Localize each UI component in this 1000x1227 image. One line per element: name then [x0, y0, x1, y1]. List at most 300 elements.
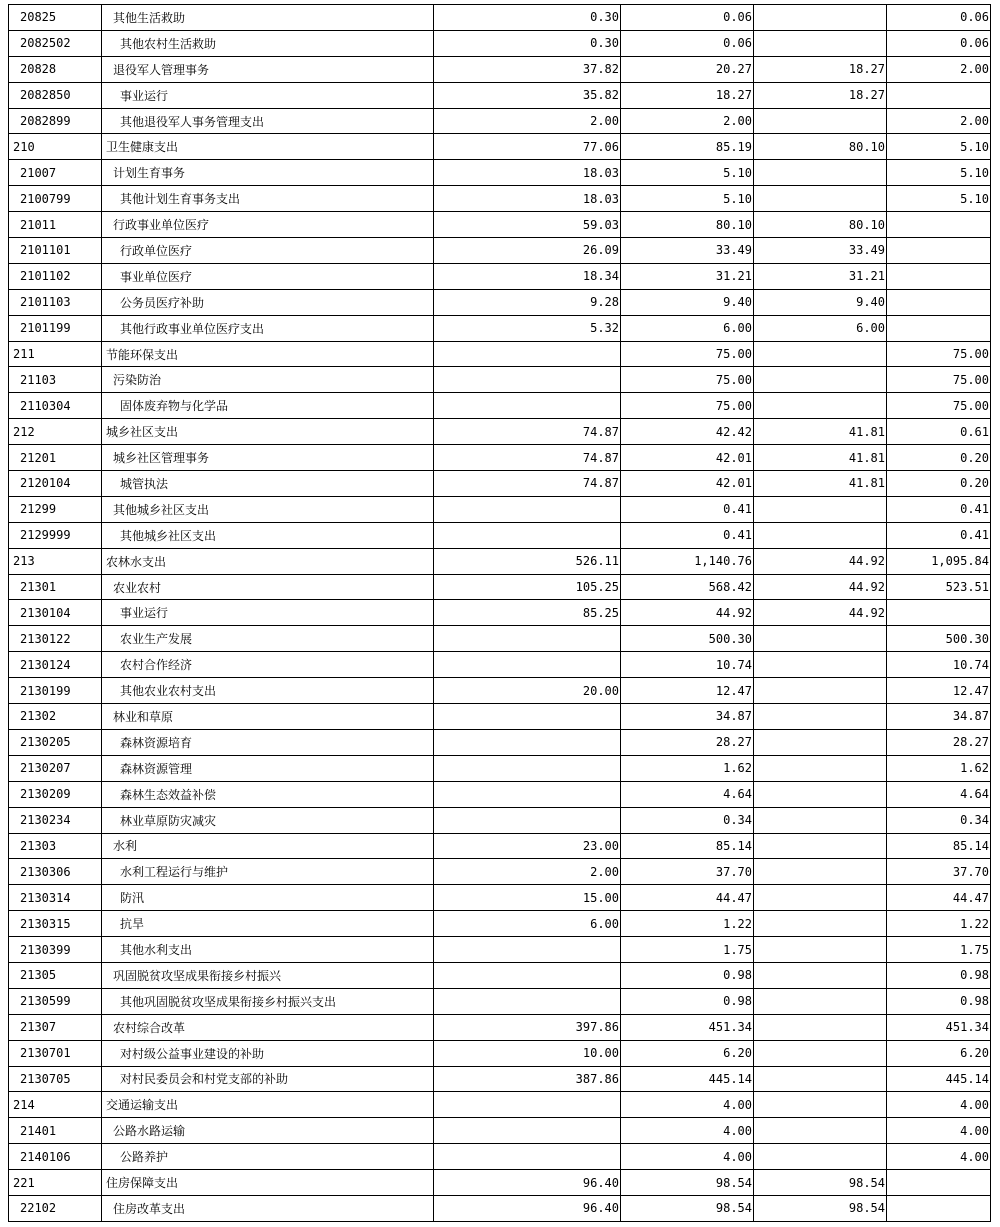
value-col2-cell: 0.98 [621, 962, 754, 988]
account-name-cell: 污染防治 [102, 367, 434, 393]
value-col4-cell: 500.30 [887, 626, 991, 652]
value-col1-cell: 2.00 [434, 859, 621, 885]
value-col3-cell [754, 652, 887, 678]
value-col4-cell: 0.20 [887, 471, 991, 497]
value-col2-cell: 0.34 [621, 807, 754, 833]
value-col4-cell: 5.10 [887, 134, 991, 160]
value-col4-cell [887, 212, 991, 238]
account-name-cell: 其他行政事业单位医疗支出 [102, 315, 434, 341]
table-row [9, 729, 991, 755]
account-name-cell: 交通运输支出 [102, 1092, 434, 1118]
account-code-cell: 210 [9, 134, 102, 160]
account-name-cell: 森林资源培育 [102, 729, 434, 755]
value-col4-cell: 6.20 [887, 1040, 991, 1066]
table-row [9, 341, 991, 367]
value-col1-cell: 35.82 [434, 82, 621, 108]
account-code-cell: 2130399 [9, 937, 102, 963]
account-name-cell: 水利 [102, 833, 434, 859]
account-code-cell: 21007 [9, 160, 102, 186]
value-col3-cell: 44.92 [754, 600, 887, 626]
account-name-cell: 其他城乡社区支出 [102, 522, 434, 548]
value-col2-cell: 37.70 [621, 859, 754, 885]
account-code-cell: 21302 [9, 704, 102, 730]
value-col3-cell [754, 781, 887, 807]
table-row [9, 626, 991, 652]
account-name-cell: 其他农村生活救助 [102, 30, 434, 56]
table-row [9, 548, 991, 574]
value-col1-cell [434, 807, 621, 833]
value-col4-cell: 0.98 [887, 988, 991, 1014]
table-row [9, 471, 991, 497]
table-row [9, 652, 991, 678]
value-col1-cell: 77.06 [434, 134, 621, 160]
value-col3-cell [754, 108, 887, 134]
value-col1-cell: 387.86 [434, 1066, 621, 1092]
value-col2-cell: 6.00 [621, 315, 754, 341]
value-col3-cell [754, 1040, 887, 1066]
account-code-cell: 21103 [9, 367, 102, 393]
account-name-cell: 其他水利支出 [102, 937, 434, 963]
account-code-cell: 2120104 [9, 471, 102, 497]
value-col3-cell: 41.81 [754, 445, 887, 471]
value-col4-cell: 10.74 [887, 652, 991, 678]
value-col4-cell: 37.70 [887, 859, 991, 885]
table-row [9, 1014, 991, 1040]
value-col1-cell: 18.03 [434, 160, 621, 186]
account-name-cell: 其他巩固脱贫攻坚成果衔接乡村振兴支出 [102, 988, 434, 1014]
value-col4-cell: 0.06 [887, 30, 991, 56]
account-name-cell: 对村级公益事业建设的补助 [102, 1040, 434, 1066]
table-row [9, 367, 991, 393]
account-name-cell: 节能环保支出 [102, 341, 434, 367]
table-row [9, 419, 991, 445]
table-row [9, 108, 991, 134]
value-col1-cell [434, 393, 621, 419]
value-col2-cell: 10.74 [621, 652, 754, 678]
value-col3-cell: 9.40 [754, 289, 887, 315]
value-col3-cell [754, 755, 887, 781]
account-code-cell: 21011 [9, 212, 102, 238]
value-col2-cell: 28.27 [621, 729, 754, 755]
account-name-cell: 事业运行 [102, 600, 434, 626]
account-name-cell: 公路水路运输 [102, 1118, 434, 1144]
value-col1-cell [434, 1092, 621, 1118]
table-row [9, 289, 991, 315]
value-col2-cell: 5.10 [621, 186, 754, 212]
value-col1-cell: 37.82 [434, 56, 621, 82]
table-row [9, 1144, 991, 1170]
account-name-cell: 农村合作经济 [102, 652, 434, 678]
value-col4-cell: 0.61 [887, 419, 991, 445]
value-col3-cell [754, 186, 887, 212]
value-col2-cell: 2.00 [621, 108, 754, 134]
account-name-cell: 防汛 [102, 885, 434, 911]
account-code-cell: 212 [9, 419, 102, 445]
value-col1-cell: 96.40 [434, 1195, 621, 1221]
value-col2-cell: 85.14 [621, 833, 754, 859]
account-code-cell: 21201 [9, 445, 102, 471]
table-row [9, 833, 991, 859]
value-col3-cell: 18.27 [754, 82, 887, 108]
value-col4-cell [887, 263, 991, 289]
value-col2-cell: 42.01 [621, 471, 754, 497]
table-row [9, 1092, 991, 1118]
value-col2-cell: 31.21 [621, 263, 754, 289]
value-col1-cell: 18.34 [434, 263, 621, 289]
account-name-cell: 城乡社区管理事务 [102, 445, 434, 471]
value-col1-cell [434, 704, 621, 730]
table-row [9, 600, 991, 626]
value-col3-cell [754, 859, 887, 885]
value-col4-cell: 5.10 [887, 186, 991, 212]
account-name-cell: 森林资源管理 [102, 755, 434, 781]
value-col1-cell [434, 1144, 621, 1170]
table-row [9, 859, 991, 885]
value-col1-cell: 105.25 [434, 574, 621, 600]
value-col1-cell [434, 367, 621, 393]
value-col2-cell: 1.62 [621, 755, 754, 781]
value-col4-cell: 75.00 [887, 367, 991, 393]
account-name-cell: 固体废弃物与化学品 [102, 393, 434, 419]
table-row [9, 988, 991, 1014]
value-col1-cell [434, 522, 621, 548]
account-code-cell: 21301 [9, 574, 102, 600]
value-col1-cell: 397.86 [434, 1014, 621, 1040]
value-col2-cell: 0.06 [621, 5, 754, 31]
value-col4-cell: 85.14 [887, 833, 991, 859]
account-code-cell: 2129999 [9, 522, 102, 548]
table-row [9, 238, 991, 264]
table-row [9, 496, 991, 522]
table-row [9, 315, 991, 341]
value-col3-cell [754, 522, 887, 548]
value-col1-cell: 23.00 [434, 833, 621, 859]
value-col4-cell [887, 1170, 991, 1196]
account-name-cell: 水利工程运行与维护 [102, 859, 434, 885]
account-name-cell: 事业单位医疗 [102, 263, 434, 289]
value-col4-cell: 1.75 [887, 937, 991, 963]
value-col2-cell: 4.00 [621, 1118, 754, 1144]
account-code-cell: 211 [9, 341, 102, 367]
value-col3-cell [754, 160, 887, 186]
table-row [9, 1066, 991, 1092]
value-col3-cell [754, 496, 887, 522]
value-col2-cell: 0.98 [621, 988, 754, 1014]
account-code-cell: 2101199 [9, 315, 102, 341]
value-col3-cell: 6.00 [754, 315, 887, 341]
account-code-cell: 2130705 [9, 1066, 102, 1092]
account-name-cell: 计划生育事务 [102, 160, 434, 186]
value-col2-cell: 20.27 [621, 56, 754, 82]
value-col2-cell: 18.27 [621, 82, 754, 108]
account-name-cell: 住房保障支出 [102, 1170, 434, 1196]
value-col2-cell: 80.10 [621, 212, 754, 238]
account-name-cell: 城乡社区支出 [102, 419, 434, 445]
value-col1-cell [434, 1118, 621, 1144]
table-row [9, 807, 991, 833]
value-col4-cell: 2.00 [887, 108, 991, 134]
value-col1-cell: 0.30 [434, 30, 621, 56]
account-name-cell: 森林生态效益补偿 [102, 781, 434, 807]
account-name-cell: 卫生健康支出 [102, 134, 434, 160]
table-row [9, 911, 991, 937]
value-col4-cell: 445.14 [887, 1066, 991, 1092]
value-col4-cell: 1.62 [887, 755, 991, 781]
table-row [9, 885, 991, 911]
account-name-cell: 农林水支出 [102, 548, 434, 574]
value-col2-cell: 33.49 [621, 238, 754, 264]
account-code-cell: 2082502 [9, 30, 102, 56]
table-row [9, 1170, 991, 1196]
account-code-cell: 20825 [9, 5, 102, 31]
value-col3-cell [754, 1092, 887, 1118]
value-col4-cell: 28.27 [887, 729, 991, 755]
account-code-cell: 2101101 [9, 238, 102, 264]
value-col3-cell: 80.10 [754, 212, 887, 238]
value-col1-cell: 15.00 [434, 885, 621, 911]
value-col3-cell [754, 704, 887, 730]
account-name-cell: 住房改革支出 [102, 1195, 434, 1221]
account-code-cell: 22102 [9, 1195, 102, 1221]
table-row [9, 781, 991, 807]
value-col3-cell: 41.81 [754, 419, 887, 445]
account-code-cell: 2130205 [9, 729, 102, 755]
table-row [9, 704, 991, 730]
account-name-cell: 城管执法 [102, 471, 434, 497]
account-name-cell: 其他生活救助 [102, 5, 434, 31]
account-code-cell: 2130124 [9, 652, 102, 678]
value-col2-cell: 568.42 [621, 574, 754, 600]
value-col1-cell: 10.00 [434, 1040, 621, 1066]
value-col4-cell: 4.00 [887, 1144, 991, 1170]
value-col4-cell [887, 82, 991, 108]
account-code-cell: 21299 [9, 496, 102, 522]
account-name-cell: 农村综合改革 [102, 1014, 434, 1040]
value-col3-cell [754, 678, 887, 704]
value-col2-cell: 6.20 [621, 1040, 754, 1066]
account-code-cell: 20828 [9, 56, 102, 82]
value-col1-cell [434, 729, 621, 755]
account-name-cell: 其他城乡社区支出 [102, 496, 434, 522]
budget-table-container [8, 4, 991, 1222]
account-code-cell: 2130234 [9, 807, 102, 833]
account-code-cell: 2130207 [9, 755, 102, 781]
value-col3-cell [754, 833, 887, 859]
account-code-cell: 21401 [9, 1118, 102, 1144]
value-col1-cell [434, 755, 621, 781]
value-col4-cell: 2.00 [887, 56, 991, 82]
value-col2-cell: 42.01 [621, 445, 754, 471]
account-name-cell: 其他农业农村支出 [102, 678, 434, 704]
value-col4-cell: 5.10 [887, 160, 991, 186]
value-col3-cell: 44.92 [754, 548, 887, 574]
value-col4-cell [887, 289, 991, 315]
value-col1-cell: 74.87 [434, 445, 621, 471]
account-name-cell: 行政事业单位医疗 [102, 212, 434, 238]
value-col3-cell: 98.54 [754, 1195, 887, 1221]
account-code-cell: 2140106 [9, 1144, 102, 1170]
value-col4-cell [887, 238, 991, 264]
value-col4-cell: 0.98 [887, 962, 991, 988]
value-col2-cell: 98.54 [621, 1170, 754, 1196]
value-col3-cell: 18.27 [754, 56, 887, 82]
value-col2-cell: 0.06 [621, 30, 754, 56]
account-code-cell: 2110304 [9, 393, 102, 419]
account-code-cell: 2082850 [9, 82, 102, 108]
value-col2-cell: 44.92 [621, 600, 754, 626]
value-col1-cell [434, 496, 621, 522]
value-col2-cell: 12.47 [621, 678, 754, 704]
account-code-cell: 2130314 [9, 885, 102, 911]
table-row [9, 82, 991, 108]
value-col4-cell: 12.47 [887, 678, 991, 704]
value-col1-cell [434, 781, 621, 807]
value-col4-cell [887, 600, 991, 626]
value-col3-cell [754, 885, 887, 911]
value-col1-cell: 74.87 [434, 419, 621, 445]
value-col2-cell: 75.00 [621, 393, 754, 419]
table-row [9, 134, 991, 160]
value-col3-cell: 80.10 [754, 134, 887, 160]
table-row [9, 160, 991, 186]
value-col4-cell: 0.34 [887, 807, 991, 833]
table-row [9, 962, 991, 988]
value-col1-cell: 5.32 [434, 315, 621, 341]
value-col4-cell: 75.00 [887, 341, 991, 367]
value-col3-cell [754, 626, 887, 652]
value-col3-cell [754, 937, 887, 963]
account-code-cell: 2130599 [9, 988, 102, 1014]
value-col4-cell: 4.00 [887, 1092, 991, 1118]
value-col3-cell [754, 807, 887, 833]
account-code-cell: 21305 [9, 962, 102, 988]
value-col1-cell: 9.28 [434, 289, 621, 315]
account-code-cell: 213 [9, 548, 102, 574]
value-col1-cell: 0.30 [434, 5, 621, 31]
table-row [9, 522, 991, 548]
table-row [9, 445, 991, 471]
budget-expenditure-table [8, 4, 991, 1222]
value-col2-cell: 5.10 [621, 160, 754, 186]
value-col2-cell: 98.54 [621, 1195, 754, 1221]
value-col4-cell: 1.22 [887, 911, 991, 937]
account-code-cell: 2130209 [9, 781, 102, 807]
value-col2-cell: 44.47 [621, 885, 754, 911]
account-name-cell: 其他退役军人事务管理支出 [102, 108, 434, 134]
table-row [9, 186, 991, 212]
value-col4-cell: 75.00 [887, 393, 991, 419]
value-col3-cell [754, 393, 887, 419]
value-col1-cell: 96.40 [434, 1170, 621, 1196]
table-row [9, 30, 991, 56]
value-col3-cell: 98.54 [754, 1170, 887, 1196]
value-col3-cell [754, 341, 887, 367]
value-col4-cell [887, 315, 991, 341]
value-col3-cell [754, 1066, 887, 1092]
account-name-cell: 行政单位医疗 [102, 238, 434, 264]
account-code-cell: 2130104 [9, 600, 102, 626]
value-col2-cell: 1,140.76 [621, 548, 754, 574]
value-col2-cell: 4.00 [621, 1092, 754, 1118]
value-col2-cell: 4.64 [621, 781, 754, 807]
account-code-cell: 2130315 [9, 911, 102, 937]
value-col1-cell: 85.25 [434, 600, 621, 626]
value-col1-cell: 26.09 [434, 238, 621, 264]
table-row [9, 574, 991, 600]
value-col4-cell: 451.34 [887, 1014, 991, 1040]
table-row [9, 212, 991, 238]
value-col1-cell: 6.00 [434, 911, 621, 937]
value-col3-cell [754, 729, 887, 755]
account-code-cell: 214 [9, 1092, 102, 1118]
value-col2-cell: 0.41 [621, 496, 754, 522]
account-code-cell: 2130199 [9, 678, 102, 704]
table-body [9, 5, 991, 1222]
value-col3-cell [754, 1144, 887, 1170]
account-code-cell: 2130701 [9, 1040, 102, 1066]
value-col2-cell: 0.41 [621, 522, 754, 548]
value-col1-cell: 526.11 [434, 548, 621, 574]
account-code-cell: 21303 [9, 833, 102, 859]
value-col3-cell [754, 5, 887, 31]
value-col1-cell: 59.03 [434, 212, 621, 238]
value-col2-cell: 85.19 [621, 134, 754, 160]
account-name-cell: 事业运行 [102, 82, 434, 108]
value-col2-cell: 34.87 [621, 704, 754, 730]
table-row [9, 1118, 991, 1144]
account-name-cell: 林业和草原 [102, 704, 434, 730]
account-code-cell: 2130122 [9, 626, 102, 652]
value-col2-cell: 75.00 [621, 367, 754, 393]
value-col2-cell: 1.22 [621, 911, 754, 937]
table-row [9, 755, 991, 781]
account-name-cell: 公务员医疗补助 [102, 289, 434, 315]
account-name-cell: 林业草原防灾减灾 [102, 807, 434, 833]
account-name-cell: 巩固脱贫攻坚成果衔接乡村振兴 [102, 962, 434, 988]
account-name-cell: 退役军人管理事务 [102, 56, 434, 82]
value-col2-cell: 4.00 [621, 1144, 754, 1170]
value-col1-cell [434, 341, 621, 367]
value-col1-cell [434, 626, 621, 652]
value-col2-cell: 445.14 [621, 1066, 754, 1092]
value-col1-cell: 2.00 [434, 108, 621, 134]
value-col3-cell: 33.49 [754, 238, 887, 264]
value-col3-cell [754, 911, 887, 937]
value-col4-cell: 0.20 [887, 445, 991, 471]
value-col3-cell [754, 1014, 887, 1040]
account-name-cell: 农业生产发展 [102, 626, 434, 652]
account-name-cell: 其他计划生育事务支出 [102, 186, 434, 212]
account-code-cell: 2100799 [9, 186, 102, 212]
value-col2-cell: 451.34 [621, 1014, 754, 1040]
value-col3-cell [754, 30, 887, 56]
value-col2-cell: 1.75 [621, 937, 754, 963]
table-row [9, 1040, 991, 1066]
value-col2-cell: 500.30 [621, 626, 754, 652]
account-code-cell: 2101102 [9, 263, 102, 289]
value-col3-cell [754, 367, 887, 393]
value-col1-cell [434, 988, 621, 1014]
account-name-cell: 公路养护 [102, 1144, 434, 1170]
table-row [9, 678, 991, 704]
value-col1-cell: 20.00 [434, 678, 621, 704]
value-col1-cell: 18.03 [434, 186, 621, 212]
value-col3-cell [754, 1118, 887, 1144]
table-row [9, 393, 991, 419]
value-col4-cell: 0.06 [887, 5, 991, 31]
value-col4-cell [887, 1195, 991, 1221]
value-col4-cell: 34.87 [887, 704, 991, 730]
